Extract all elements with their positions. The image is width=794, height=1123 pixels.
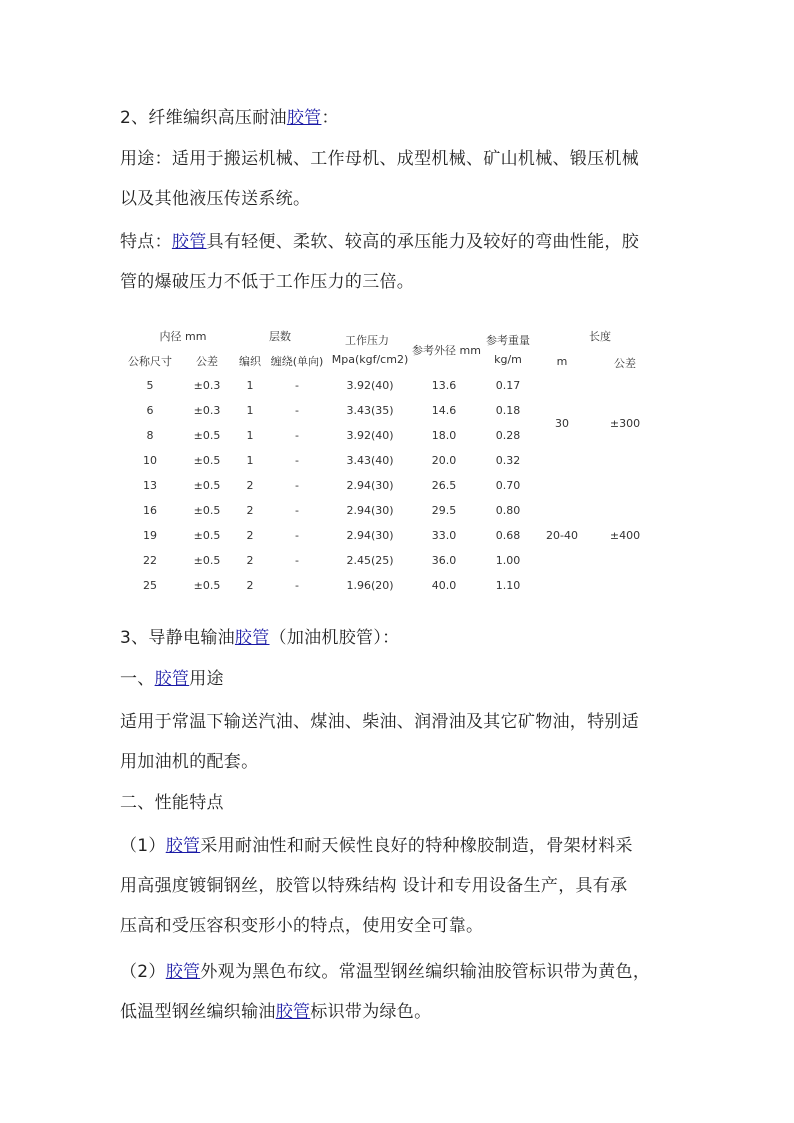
cell-tolerance: ±0.3: [193, 404, 221, 417]
cell-tolerance: ±0.5: [193, 454, 221, 467]
hose-link[interactable]: 胶管: [275, 1002, 311, 1022]
cell-nominal-size: 22: [143, 554, 157, 567]
header-weight-unit: kg/m: [494, 353, 522, 366]
usage-paragraph: [120, 139, 680, 219]
cell-nominal-size: 10: [143, 454, 157, 467]
cell-nominal-size: 25: [143, 579, 157, 592]
cell-wrap: -: [295, 504, 299, 517]
hose-link[interactable]: 胶管: [154, 669, 190, 689]
header-work-pressure: 工作压力: [345, 334, 389, 347]
header-weight: 参考重量: [486, 334, 530, 347]
cell-work-pressure: 2.94(30): [346, 529, 394, 542]
cell-weight: 0.32: [495, 454, 521, 467]
header-nominal-size: 公称尺寸: [128, 355, 172, 368]
header-length: 长度: [589, 330, 611, 343]
feature-text: 低温型钢丝编织输油: [120, 1002, 276, 1022]
cell-work-pressure: 2.45(25): [346, 554, 394, 567]
feature-text: 外观为黑色布纹。常温型钢丝编织输油胶管标识带为黄色，: [200, 962, 651, 982]
feature-paragraph-1: [120, 826, 680, 946]
cell-weight: 0.70: [495, 479, 521, 492]
item-number: （2）: [120, 962, 166, 982]
feature-text: 采用耐油性和耐天候性良好的特种橡胶制造，骨架材料采: [200, 836, 633, 856]
cell-tolerance: ±0.5: [193, 554, 221, 567]
cell-tolerance: ±0.5: [193, 479, 221, 492]
header-outer-diameter: 参考外径 mm: [412, 344, 481, 357]
cell-outer-diameter: 29.5: [431, 504, 457, 517]
cell-nominal-size: 13: [143, 479, 157, 492]
cell-braid: 1: [246, 379, 254, 392]
cell-weight: 0.68: [495, 529, 521, 542]
feature-line-3: 压高和受压容积变形小的特点，使用安全可靠。: [120, 916, 484, 936]
header-inner-diameter: 内径 mm: [159, 330, 207, 343]
usage-line-1: 适用于常温下输送汽油、煤油、柴油、润滑油及其它矿物油，特别适: [120, 712, 639, 732]
cell-wrap: -: [295, 454, 299, 467]
hose-link[interactable]: 胶管: [165, 836, 201, 856]
cell-weight: 1.10: [495, 579, 521, 592]
cell-wrap: -: [295, 404, 299, 417]
cell-wrap: -: [295, 379, 299, 392]
cell-braid: 1: [246, 404, 254, 417]
cell-braid: 2: [246, 504, 254, 517]
item-number: （1）: [120, 836, 166, 856]
feature-line-1: [120, 826, 680, 866]
heading-text: 3、导静电输油: [120, 628, 235, 648]
feature-text: 标识带为绿色。: [310, 1002, 432, 1022]
feature-label: 特点：: [120, 232, 172, 252]
cell-braid: 2: [246, 554, 254, 567]
cell-wrap: -: [295, 529, 299, 542]
header-wrap: 缠绕(单向): [270, 355, 324, 368]
cell-outer-diameter: 20.0: [431, 454, 457, 467]
hose-link[interactable]: 胶管: [234, 628, 270, 648]
cell-nominal-size: 8: [146, 429, 154, 442]
feature-line-2: 用高强度镀铜钢丝，胶管以特殊结构 设计和专用设备生产，具有承: [120, 876, 628, 896]
length-group2-m: 20-40: [546, 529, 578, 542]
feature-line-1: [120, 222, 680, 262]
cell-outer-diameter: 13.6: [431, 379, 457, 392]
hose-link[interactable]: 胶管: [165, 962, 201, 982]
cell-outer-diameter: 26.5: [431, 479, 457, 492]
cell-wrap: -: [295, 579, 299, 592]
header-length-m: m: [556, 355, 568, 368]
cell-nominal-size: 5: [146, 379, 154, 392]
feature-paragraph-2: [120, 952, 680, 1032]
cell-tolerance: ±0.5: [193, 429, 221, 442]
heading-suffix: （加油机胶管）：: [269, 628, 400, 648]
cell-braid: 2: [246, 529, 254, 542]
cell-wrap: -: [295, 479, 299, 492]
cell-braid: 1: [246, 429, 254, 442]
cell-nominal-size: 6: [146, 404, 154, 417]
header-pressure-unit: Mpa(kgf/cm2): [331, 353, 409, 366]
cell-outer-diameter: 40.0: [431, 579, 457, 592]
feature-line-2: [120, 992, 680, 1032]
cell-work-pressure: 3.92(40): [346, 379, 394, 392]
feature-line-1: [120, 952, 680, 992]
cell-weight: 0.18: [495, 404, 521, 417]
length-group2-tolerance: ±400: [609, 529, 641, 542]
cell-work-pressure: 2.94(30): [346, 504, 394, 517]
cell-work-pressure: 3.92(40): [346, 429, 394, 442]
cell-outer-diameter: 14.6: [431, 404, 457, 417]
cell-wrap: -: [295, 429, 299, 442]
header-layers: 层数: [269, 330, 291, 343]
usage-line-2: 用加油机的配套。: [120, 752, 259, 772]
usage-line-1: 用途：适用于搬运机械、工作母机、成型机械、矿山机械、锻压机械: [120, 149, 639, 169]
cell-tolerance: ±0.5: [193, 504, 221, 517]
cell-tolerance: ±0.3: [193, 379, 221, 392]
cell-weight: 1.00: [495, 554, 521, 567]
feature-line-2: 管的爆破压力不低于工作压力的三倍。: [120, 272, 415, 292]
section2-heading: [120, 98, 680, 138]
cell-braid: 2: [246, 579, 254, 592]
subheading-features: 二、性能特点: [120, 793, 224, 813]
cell-work-pressure: 2.94(30): [346, 479, 394, 492]
subheading-text: 用途: [189, 669, 224, 689]
hose-link[interactable]: 胶管: [171, 232, 207, 252]
cell-nominal-size: 16: [143, 504, 157, 517]
cell-braid: 2: [246, 479, 254, 492]
cell-wrap: -: [295, 554, 299, 567]
header-braid: 编织: [239, 355, 261, 368]
cell-tolerance: ±0.5: [193, 529, 221, 542]
cell-outer-diameter: 33.0: [431, 529, 457, 542]
length-group1-tolerance: ±300: [609, 417, 641, 430]
feature-paragraph: [120, 222, 680, 302]
cell-braid: 1: [246, 454, 254, 467]
usage-paragraph: [120, 702, 680, 782]
heading-suffix: ：: [321, 108, 339, 128]
subheading-number: 一、: [120, 669, 155, 689]
length-group1-m: 30: [555, 417, 569, 430]
feature-text: 具有轻便、柔软、较高的承压能力及较好的弯曲性能，胶: [206, 232, 640, 252]
cell-nominal-size: 19: [143, 529, 157, 542]
section3-heading: [120, 618, 680, 658]
cell-work-pressure: 1.96(20): [346, 579, 394, 592]
header-tolerance: 公差: [196, 355, 218, 368]
hose-link[interactable]: 胶管: [286, 108, 322, 128]
cell-tolerance: ±0.5: [193, 579, 221, 592]
cell-weight: 0.28: [495, 429, 521, 442]
header-length-tolerance: 公差: [614, 357, 636, 370]
heading-text: 2、纤维编织高压耐油: [120, 108, 287, 128]
usage-line-2: 以及其他液压传送系统。: [120, 189, 311, 209]
subheading-usage: [120, 659, 680, 699]
cell-work-pressure: 3.43(40): [346, 454, 394, 467]
cell-outer-diameter: 18.0: [431, 429, 457, 442]
cell-work-pressure: 3.43(35): [346, 404, 394, 417]
cell-outer-diameter: 36.0: [431, 554, 457, 567]
cell-weight: 0.80: [495, 504, 521, 517]
cell-weight: 0.17: [495, 379, 521, 392]
